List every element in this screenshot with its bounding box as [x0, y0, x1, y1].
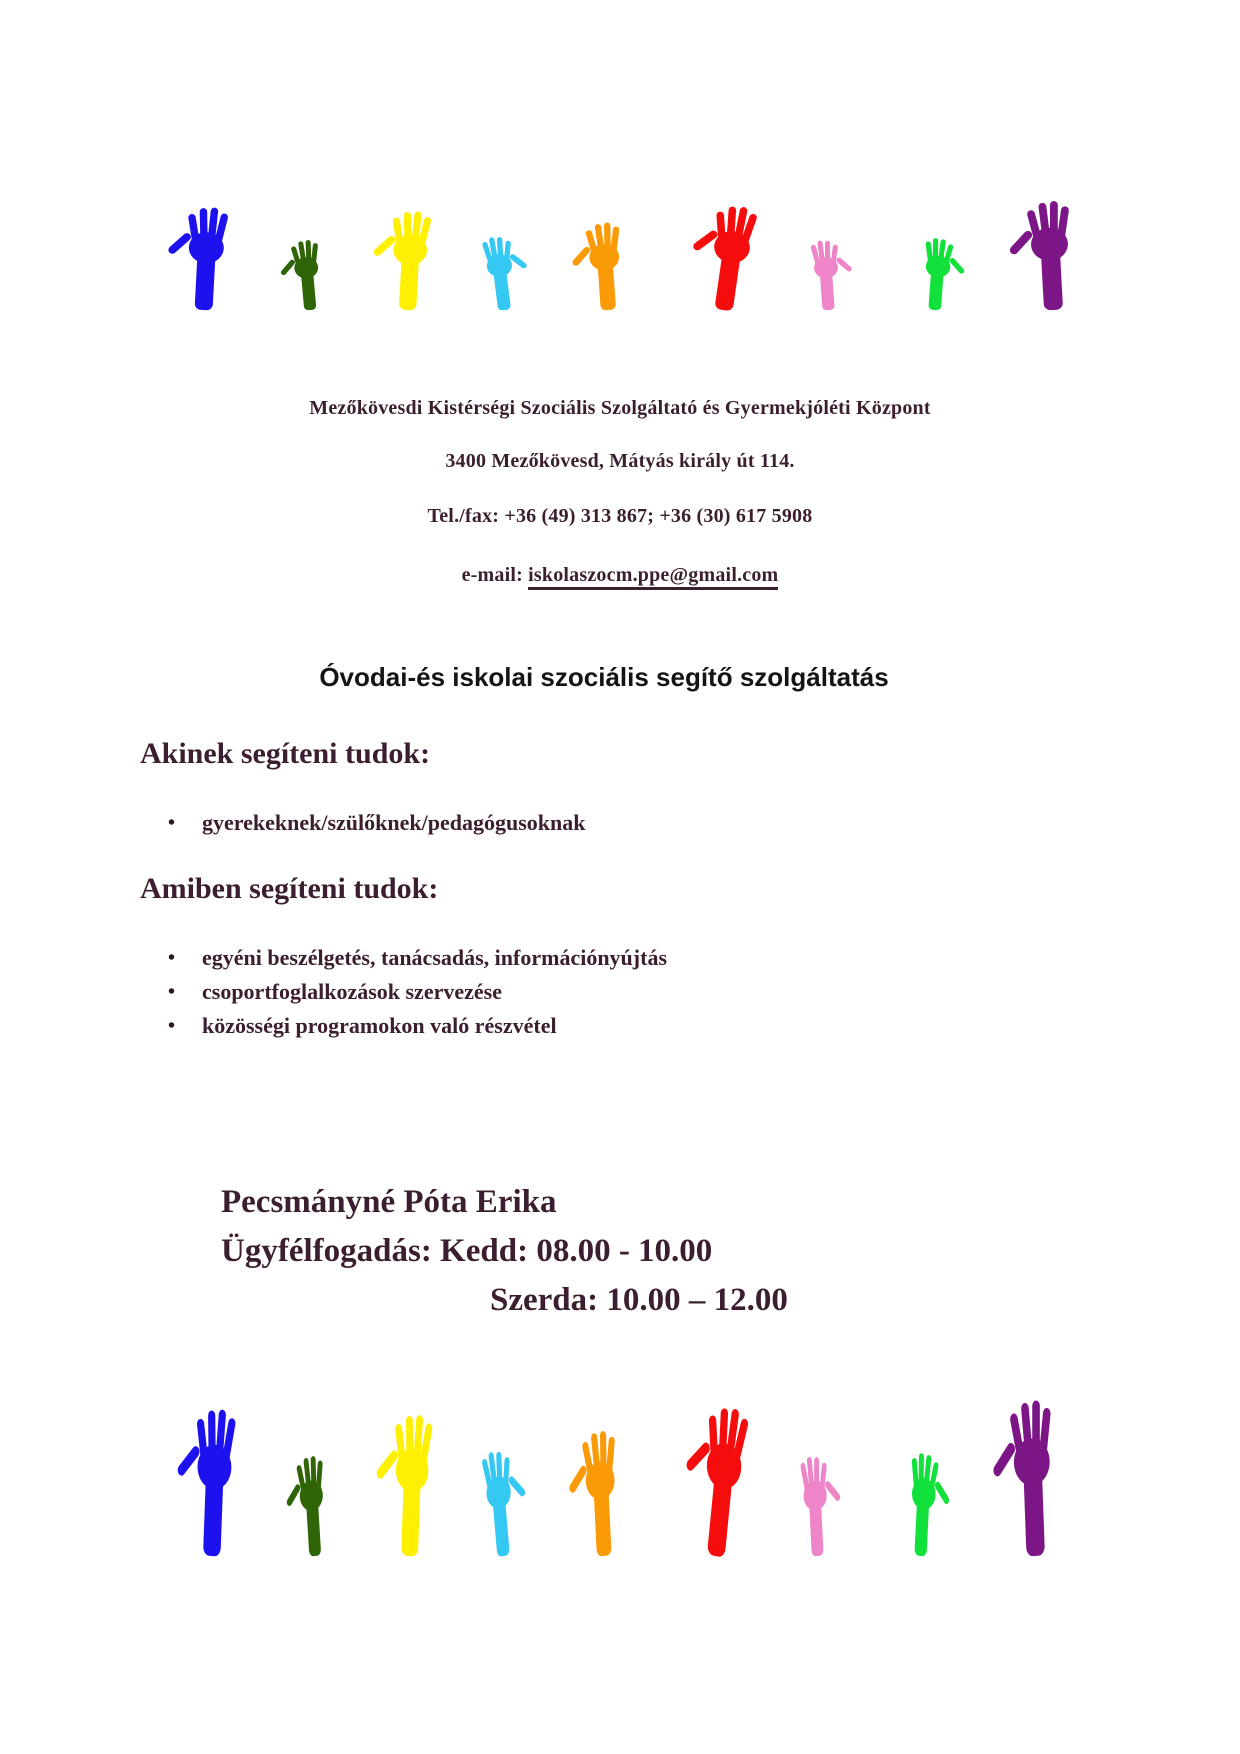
raised-hands-banner-bottom: [155, 1416, 1105, 1556]
blue-hand-icon: [164, 205, 229, 311]
email-label: e-mail:: [461, 564, 529, 586]
dark-green-hand-icon: [277, 239, 324, 312]
bright-green-hand-icon: [907, 1452, 953, 1559]
pink-hand-icon: [810, 238, 856, 311]
blue-hand-icon: [173, 1406, 236, 1557]
cyan-hand-icon: [481, 233, 533, 311]
section-heading-akinek: Akinek segíteni tudok:: [140, 737, 431, 770]
bullet-item: • egyéni beszélgetés, tanácsadás, információnyújtás: [168, 941, 667, 975]
page-title: Óvodai-és iskolai szociális segítő szolgáltatás: [319, 662, 889, 692]
bullet-list-akinek: [168, 806, 585, 840]
bullet-item: • csoportfoglalkozások szervezése: [168, 975, 667, 1009]
yellow-hand-icon: [372, 1412, 433, 1558]
office-hours-line1: Ügyfélfogadás: Kedd: 08.00 - 10.00: [221, 1233, 713, 1269]
org-name: Mezőkövesdi Kistérségi Szociális Szolgáltató és Gyermekjóléti Központ: [309, 397, 931, 419]
cyan-hand-icon: [481, 1446, 531, 1558]
pink-hand-icon: [800, 1454, 844, 1558]
raised-hands-banner-top: [145, 212, 1125, 310]
bullet-list-amiben: [168, 941, 667, 1043]
org-email-line: [0, 564, 1240, 587]
purple-hand-icon: [1006, 200, 1075, 312]
orange-hand-icon: [568, 222, 625, 313]
bright-green-hand-icon: [921, 237, 968, 312]
office-hours-line2: Szerda: 10.00 – 12.00: [490, 1282, 788, 1318]
email-link[interactable]: iskolaszocm.ppe@gmail.com: [528, 564, 778, 590]
purple-hand-icon: [989, 1399, 1056, 1559]
red-hand-icon: [683, 201, 758, 313]
org-phone: Tel./fax: +36 (49) 313 867; +36 (30) 617 5908: [427, 505, 813, 527]
yellow-hand-icon: [369, 209, 432, 311]
signature-block: [221, 1178, 788, 1325]
dark-green-hand-icon: [283, 1455, 328, 1560]
red-hand-icon: [677, 1400, 750, 1560]
contact-name: Pecsmányné Póta Erika: [221, 1184, 557, 1220]
org-address: 3400 Mezőkövesd, Mátyás király út 114.: [445, 450, 795, 472]
bullet-item: • közösségi programokon való részvétel: [168, 1009, 667, 1043]
section-heading-amiben: Amiben segíteni tudok:: [140, 872, 439, 905]
bullet-item: • gyerekeknek/szülőknek/pedagógusoknak: [168, 806, 585, 840]
orange-hand-icon: [565, 1430, 620, 1560]
